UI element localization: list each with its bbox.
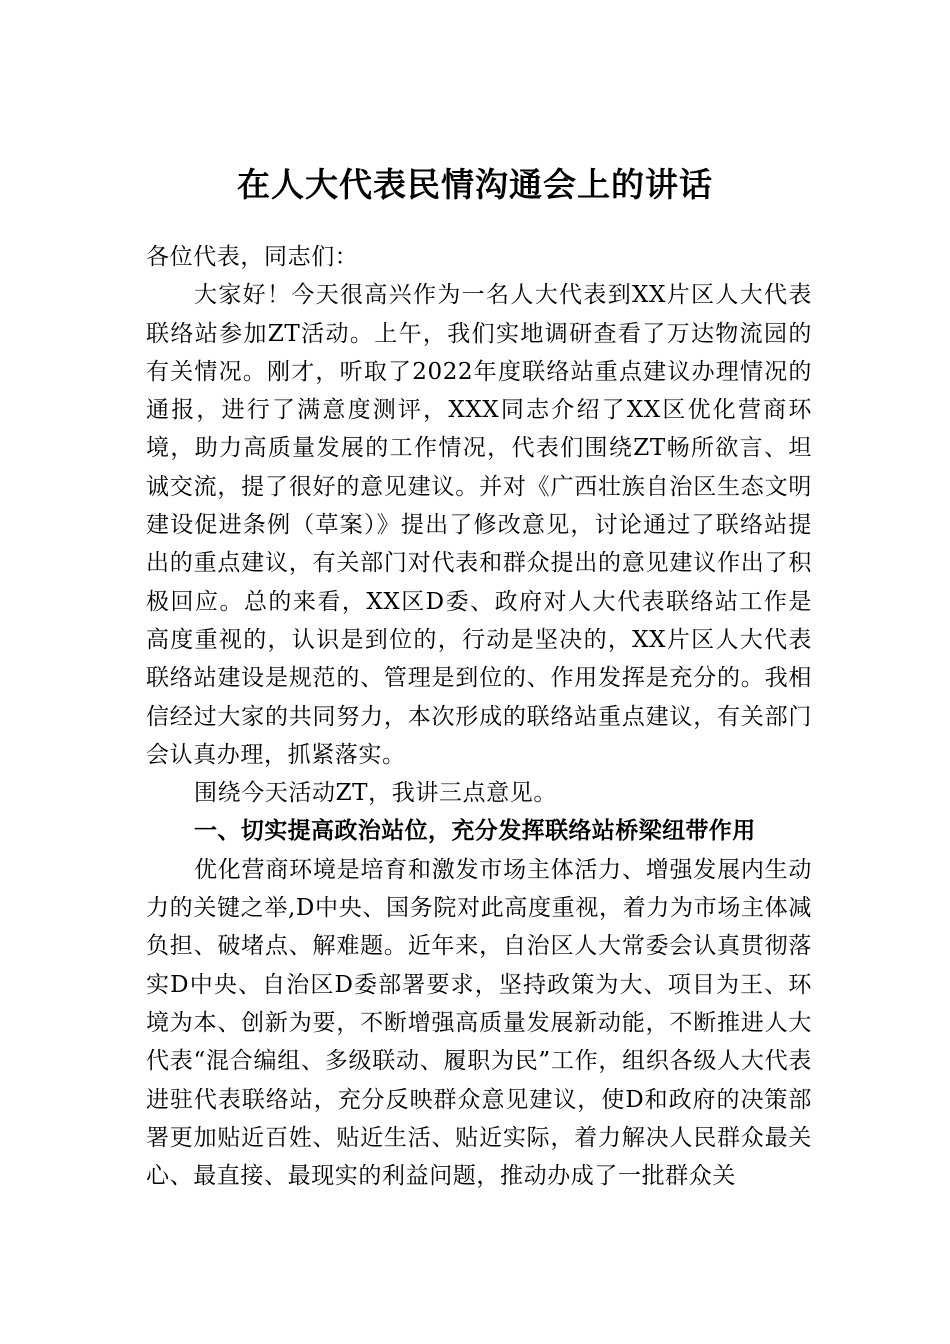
section-paragraph: 优化营商环境是培育和激发市场主体活力、增强发展内生动力的关键之举,D中央、国务院对此高度重视，着力为市场主体减负担、破堵点、解难题。近年来，自治区人大常委会认真贯彻落实D中央、自治区D委部署要求，坚持政策为大、项目为王、环境为本、创新为要，不断增强高质量发展新动能，不断推进人大代表“混合编组、多级联动、履职为民”工作，组织各级人大代表进驻代表联络站，充分反映群众意见建议，使D和政府的决策部署更加贴近百姓、贴近生活、贴近实际，着力解决人民群众最关心、最直接、最现实的利益问题，推动办成了一批群众关 [146, 856, 812, 1190]
page-title: 在人大代表民情沟通会上的讲话 [237, 165, 713, 204]
paragraph-intro: 大家好！今天很高兴作为一名人大代表到XX片区人大代表联络站参加ZT活动。上午，我们实地调研查看了万达物流园的有关情况。刚才，听取了2022年度联络站重点建议办理情况的通报，进行了满意度测评，XXX同志介绍了XX区优化营商环境，助力高质量发展的工作情况，代表们围绕ZT畅所欲言、坦诚交流，提了很好的意见建议。并对《广西壮族自治区生态文明建设促进条例（草案）》提出了修改意见，讨论通过了联络站提出的重点建议，有关部门对代表和群众提出的意见建议作出了积极回应。总的来看，XX区D委、政府对人大代表联络站工作是高度重视的，认识是到位的，行动是坚决的，XX片区人大代表联络站建设是规范的、管理是到位的、作用发挥是充分的。我相信经过大家的共同努力，本次形成的联络站重点建议，有关部门会认真办理，抓紧落实。 [146, 282, 812, 768]
paragraph-transition: 围绕今天活动ZT，我讲三点意见。 [194, 780, 557, 807]
salutation: 各位代表，同志们： [146, 244, 359, 270]
document-body [146, 238, 812, 1195]
section-heading: 一、切实提高政治站位，充分发挥联络站桥梁纽带作用 [194, 818, 756, 845]
